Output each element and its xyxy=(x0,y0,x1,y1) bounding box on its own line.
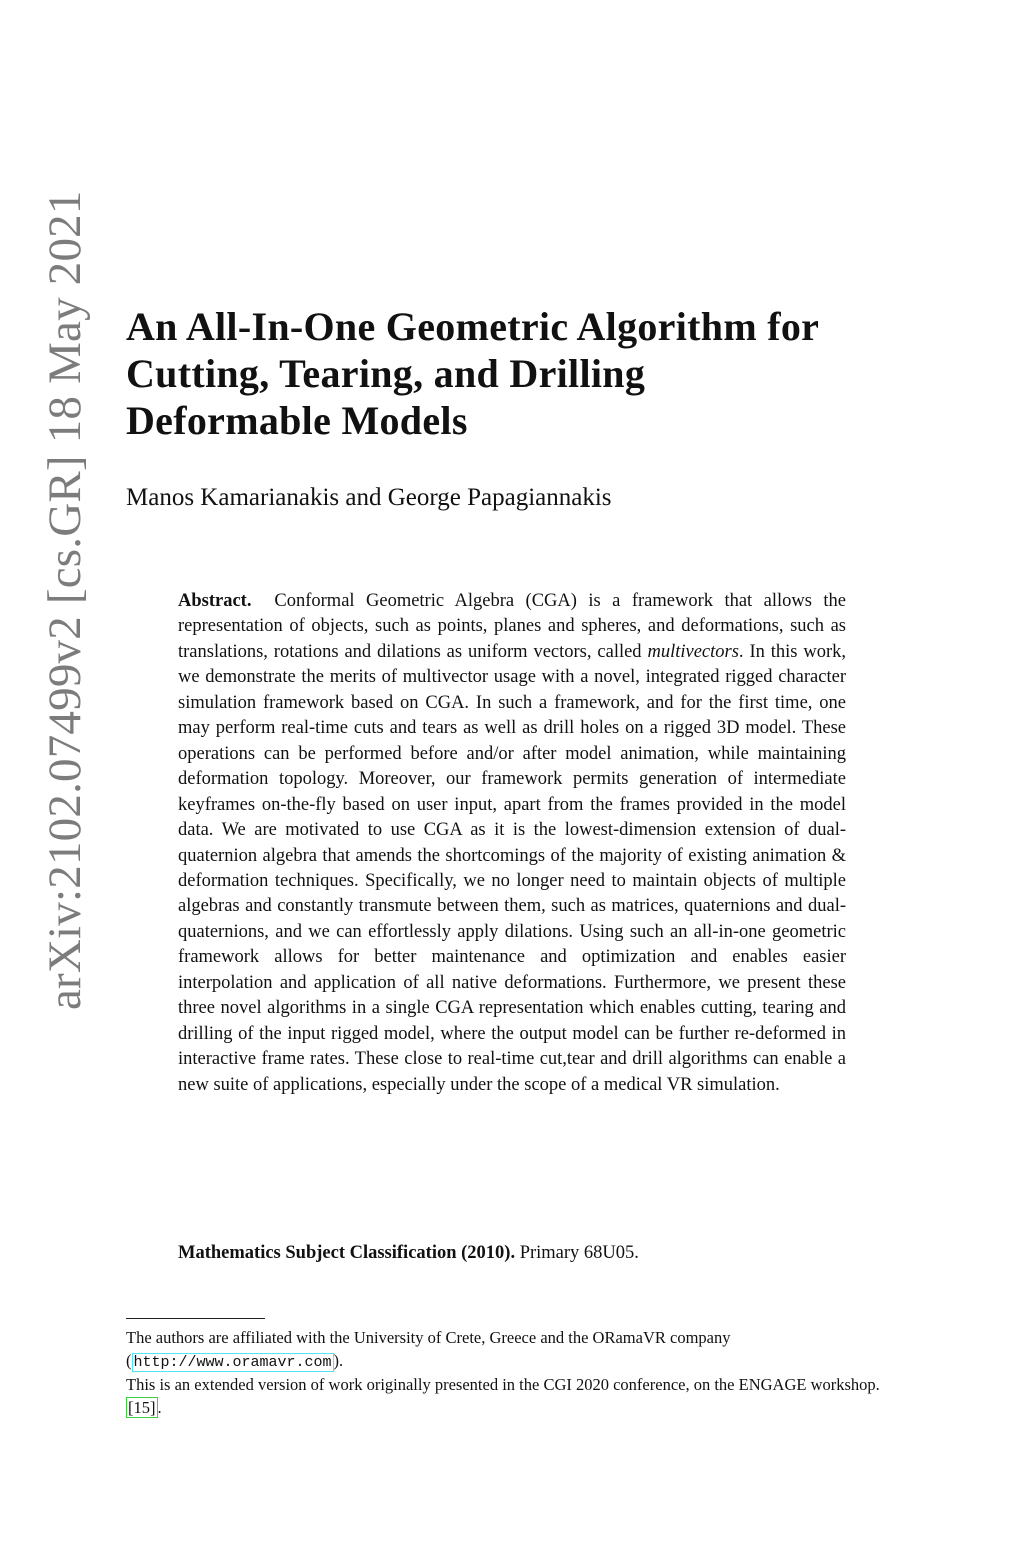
paren-close: ). xyxy=(333,1351,344,1370)
abstract-text-1: Conformal Geometric Algebra (CGA) is a framework that allows the representation of objects, such as points, planes and spheres, and deformations, such as translations, rotations and dilations as uniform vectors, called xyxy=(178,591,846,662)
title-line-1: An All-In-One Geometric Algorithm for xyxy=(126,304,820,349)
citation-link-15[interactable]: [15] xyxy=(128,1398,156,1417)
paper-title xyxy=(126,303,926,444)
arxiv-identifier-stamp: arXiv:2102.07499v2 [cs.GR] 18 May 2021 xyxy=(39,190,91,1010)
paren-open: ( xyxy=(126,1351,132,1370)
footnote-rule xyxy=(126,1318,265,1319)
abstract-emphasis: multivectors xyxy=(647,641,739,662)
footnote-extended-text: This is an extended version of work originally presented in the CGI 2020 conference, on the ENGAGE workshop. xyxy=(126,1375,880,1394)
title-line-2: Cutting, Tearing, and Drilling xyxy=(126,351,646,396)
author-list: Manos Kamarianakis and George Papagiannakis xyxy=(126,484,612,511)
footnote-affiliation xyxy=(126,1326,902,1374)
msc-label: Mathematics Subject Classification (2010). xyxy=(178,1243,516,1263)
title-line-3: Deformable Models xyxy=(126,398,468,443)
footnote-affiliation-text: The authors are affiliated with the University of Crete, Greece and the ORamaVR company xyxy=(126,1328,731,1347)
msc-value: Primary 68U05. xyxy=(519,1243,639,1263)
footnote-extended-version xyxy=(126,1373,902,1419)
footnote-end: . xyxy=(157,1398,162,1417)
abstract-text-2: . In this work, we demonstrate the merits of multivector usage with a novel, integrated rigged character simulation framework based on CGA. In such a framework, and for the first time, one may perform real-time cuts and tears as well as drill holes on a rigged 3D model. These operations can be performed before and/or after model animation, while maintaining deformation topology. Moreover, our framework permits generation of intermediate keyframes on-the-fly based on user input, apart from the frames provided in the model data. We are motivated to use CGA as it is the lowest-dimension extension of dual-quaternion algebra that amends the shortcomings of the majority of existing animation & deformation techniques. Specifically, we no longer need to maintain objects of multiple algebras and constantly transmute between them, such as matrices, quaternions and dual-quaternions, and we can effortlessly apply dilations. Using such an all-in-one geometric framework allows for better maintenance and optimization and enables easier interpolation and application of all native deformations. Furthermore, we present these three novel algorithms in a single CGA representation which enables cutting, tearing and drilling of the input rigged model, where the output model can be further re-deformed in interactive frame rates. These close to real-time cut,tear and drill algorithms can enable a new suite of applications, especially under the scope of a medical VR simulation. xyxy=(178,641,847,1095)
abstract-paragraph xyxy=(178,589,846,1098)
oramavr-url-link[interactable]: http://www.oramavr.com xyxy=(133,1354,332,1371)
subject-classification xyxy=(178,1240,639,1266)
abstract-label: Abstract. xyxy=(178,591,252,611)
